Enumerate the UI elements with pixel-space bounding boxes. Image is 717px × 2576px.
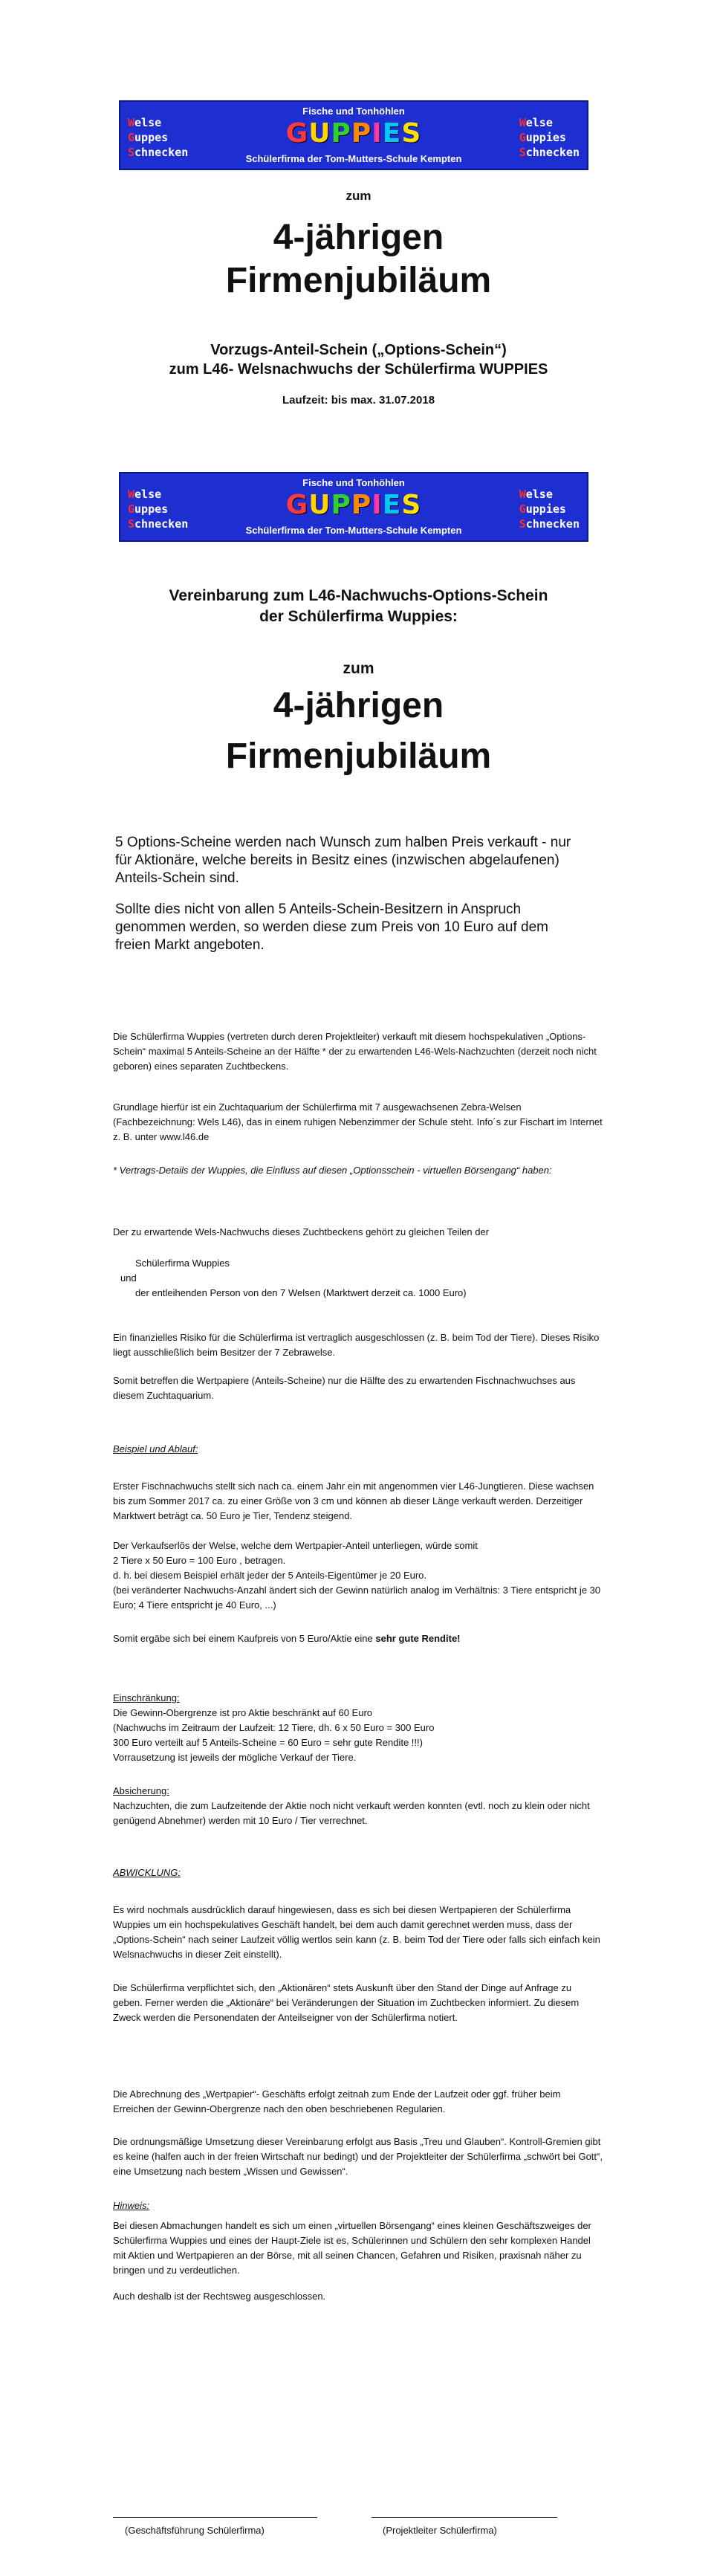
heading-beispiel: Beispiel und Ablauf: — [113, 1443, 198, 1454]
cover-zum: zum — [345, 189, 372, 203]
heading-absicherung: Absicherung: — [113, 1785, 169, 1796]
rendite-sentence: Somit ergäbe sich bei einem Kaufpreis von 5 Euro/Aktie eine — [113, 1633, 373, 1644]
body-paragraph-8b: 2 Tiere x 50 Euro = 100 Euro , betragen. — [113, 1555, 286, 1566]
signature-label-left: (Geschäftsführung Schülerfirma) — [125, 2525, 265, 2536]
body-paragraph-1: Die Schülerfirma Wuppies (vertreten durch deren Projektleiter) verkauft mit diesem hochspekulativen „Options-Schein“ maximal 5 Anteils-Scheine an der Hälfte * der zu erwartenden L46-Wels-Nachzuchten (derzeit noch nicht geboren) eines separaten Zuchtbeckens. — [113, 1031, 597, 1072]
body-paragraph-17: Auch deshalb ist der Rechtsweg ausgeschlossen. — [113, 2291, 326, 2302]
body-paragraph-8d: (bei veränderter Nachwuchs-Anzahl ändert sich der Gewinn natürlich analog im Verhältnis: 3 Tiere entspricht je 30 Euro; 4 Tiere entspricht je 40 Euro, ...) — [113, 1585, 601, 1611]
cover-laufzeit: Laufzeit: bis max. 31.07.2018 — [282, 394, 435, 407]
banner-left-1: else — [134, 116, 162, 129]
body-paragraph-10a: Die Gewinn-Obergrenze ist pro Aktie beschränkt auf 60 Euro — [113, 1707, 373, 1718]
body-paragraph-3: * Vertrags-Details der Wuppies, die Einfluss auf diesen „Optionsschein - virtuellen Börsengang“ haben: — [113, 1165, 552, 1176]
banner-top — [119, 100, 588, 170]
cover-headline-1: 4-jährigen — [273, 218, 444, 257]
agreement-zum: zum — [343, 660, 374, 677]
agreement-headline-2: Firmenjubiläum — [225, 737, 492, 776]
banner-tagline: Fische und Tonhöhlen — [302, 106, 405, 117]
banner-left-list-2: Welse Guppes Schnecken — [128, 488, 189, 531]
intro-paragraph-2: Sollte dies nicht von allen 5 Anteils-Schein-Besitzern in Anspruch genommen werden, so werden diese zum Preis von 10 Euro auf dem freien Markt angeboten. — [115, 902, 548, 953]
body-paragraph-7: Erster Fischnachwuchs stellt sich nach ca. einem Jahr ein mit angenommen vier L46-Jungtieren. Diese wachsen bis zum Sommer 2017 ca. zu einer Größe von 3 cm und können ab dieser Länge verkauft werden. Derzeitiger Marktwert beträgt ca. 50 Euro je Tier, Tendenz steigend. — [113, 1480, 594, 1521]
agreement-headline-1: 4-jährigen — [273, 686, 444, 725]
banner-left-list: Welse Guppes Schnecken — [128, 116, 189, 159]
body-paragraph-4c: und — [120, 1272, 137, 1284]
cover-subtitle-2: zum L46- Welsnachwuchs der Schülerfirma WUPPIES — [169, 361, 548, 378]
body-paragraph-10d: Vorrausetzung ist jeweils der mögliche Verkauf der Tiere. — [113, 1752, 357, 1763]
body-paragraph-4d: der entleihenden Person von den 7 Welsen (Marktwert derzeit ca. 1000 Euro) — [135, 1287, 467, 1298]
body-paragraph-12: Es wird nochmals ausdrücklich darauf hingewiesen, dass es sich bei diesen Wertpapieren der Schülerfirma Wuppies um ein hochspekulatives Geschäft handelt, bei dem auch damit gerechnet werden muss, dass der „Options-Schein“ nach seiner Laufzeit völlig wertlos sein kann (z. B. beim Tod der Tiere oder falls sich einfach kein Welsnachwuchs in dieser Zeit einstellt). — [113, 1904, 600, 1960]
banner-middle — [119, 472, 588, 542]
body-paragraph-6: Somit betreffen die Wertpapiere (Anteils-Scheine) nur die Hälfte des zu erwartenden Fischnachwuchses aus diesem Zuchtaquarium. — [113, 1375, 576, 1401]
heading-hinweis: Hinweis: — [113, 2200, 150, 2211]
banner-right-list-2: Welse Guppies Schnecken — [519, 488, 580, 531]
body-paragraph-5: Ein finanzielles Risiko für die Schülerfirma ist vertraglich ausgeschlossen (z. B. beim Tod der Tiere). Dieses Risiko liegt ausschließlich beim Besitzer der 7 Zebrawelse. — [113, 1332, 600, 1358]
agreement-title-1: Vereinbarung zum L46-Nachwuchs-Options-Schein — [169, 587, 548, 604]
cover-headline-2: Firmenjubiläum — [225, 261, 492, 300]
agreement-title-2: der Schülerfirma Wuppies: — [259, 608, 458, 625]
banner-logo-2: GUPPIES — [285, 490, 422, 520]
body-paragraph-8a: Der Verkaufserlös der Welse, welche dem Wertpapier-Anteil unterliegen, würde somit — [113, 1540, 478, 1551]
body-paragraph-16: Bei diesen Abmachungen handelt es sich um einen „virtuellen Börsengang“ eines kleinen Geschäftszweiges der Schülerfirma Wuppies und eines der Haupt-Ziele ist es, Schülerinnen und Schülern den sehr komplexen Handel mit Aktien und Wertpapieren an der Börse, mit all seinen Chancen, Gefahren und Risiken, praxisnah näher zu bringen und zu verdeutlichen. — [113, 2220, 591, 2276]
signature-line-left — [113, 2517, 317, 2518]
body-paragraph-4b: Schülerfirma Wuppies — [135, 1258, 230, 1269]
intro-paragraph-1: 5 Options-Scheine werden nach Wunsch zum halben Preis verkauft - nur für Aktionäre, welche bereits in Besitz eines (inzwischen abgelaufenen) Anteils-Schein sind. — [115, 835, 571, 886]
body-paragraph-9 — [113, 1631, 603, 1646]
banner-footer-2: Schülerfirma der Tom-Mutters-Schule Kempten — [245, 525, 462, 536]
banner-footer: Schülerfirma der Tom-Mutters-Schule Kempten — [245, 153, 462, 164]
body-paragraph-11: Nachzuchten, die zum Laufzeitende der Aktie noch nicht verkauft werden konnten (evtl. noch zu klein oder nicht genügend Abnehmer) werden mit 10 Euro / Tier verrechnet. — [113, 1800, 590, 1826]
body-paragraph-15: Die ordnungsmäßige Umsetzung dieser Vereinbarung erfolgt aus Basis „Treu und Glauben“. Kontroll-Gremien gibt es keine (halfen auch in der freien Wirtschaft nur bedingt) und der Projektleiter der Schülerfirma „schwört bei Gott“, eine Umsetzung nach bestem „Wissen und Gewissen“. — [113, 2136, 603, 2177]
body-paragraph-2: Grundlage hierfür ist ein Zuchtaquarium der Schülerfirma mit 7 ausgewachsenen Zebra-Welsen (Fachbezeichnung: Wels L46), das in einem ruhigen Nebenzimmer der Schule steht. Info´s zur Fischart im Internet z. B. unter www.l46.de — [113, 1101, 603, 1142]
banner-right-list: Welse Guppies Schnecken — [519, 116, 580, 159]
signature-label-right: (Projektleiter Schülerfirma) — [383, 2525, 497, 2536]
body-paragraph-13: Die Schülerfirma verpflichtet sich, den „Aktionären“ stets Auskunft über den Stand der Dinge auf Anfrage zu geben. Ferner werden die „Aktionäre“ bei Veränderungen der Situation im Zuchtbecken informiert. Zu diesem Zweck werden die Personendaten der Anteilseigner von der Schülerfirma notiert. — [113, 1982, 580, 2023]
body-paragraph-4a: Der zu erwartende Wels-Nachwuchs dieses Zuchtbeckens gehört zu gleichen Teilen der — [113, 1226, 490, 1237]
signature-line-right — [372, 2517, 557, 2518]
body-paragraph-10c: 300 Euro verteilt auf 5 Anteils-Scheine = 60 Euro = sehr gute Rendite !!!) — [113, 1737, 423, 1748]
cover-subtitle-1: Vorzugs-Anteil-Schein („Options-Schein“) — [210, 342, 507, 358]
body-paragraph-8c: d. h. bei diesem Beispiel erhält jeder der 5 Anteils-Eigentümer je 20 Euro. — [113, 1570, 427, 1581]
heading-abwicklung: ABWICKLUNG: — [113, 1867, 181, 1878]
banner-logo: GUPPIES — [285, 118, 422, 149]
rendite-highlight: sehr gute Rendite! — [375, 1633, 461, 1644]
body-paragraph-10b: (Nachwuchs im Zeitraum der Laufzeit: 12 Tiere, dh. 6 x 50 Euro = 300 Euro — [113, 1722, 435, 1733]
banner-tagline-2: Fische und Tonhöhlen — [302, 477, 405, 488]
body-paragraph-14: Die Abrechnung des „Wertpapier“- Geschäfts erfolgt zeitnah zum Ende der Laufzeit oder ggf. früher beim Erreichen der Gewinn-Obergrenze nach den oben beschriebenen Regularien. — [113, 2088, 561, 2114]
heading-einschraenkung: Einschränkung: — [113, 1692, 180, 1703]
